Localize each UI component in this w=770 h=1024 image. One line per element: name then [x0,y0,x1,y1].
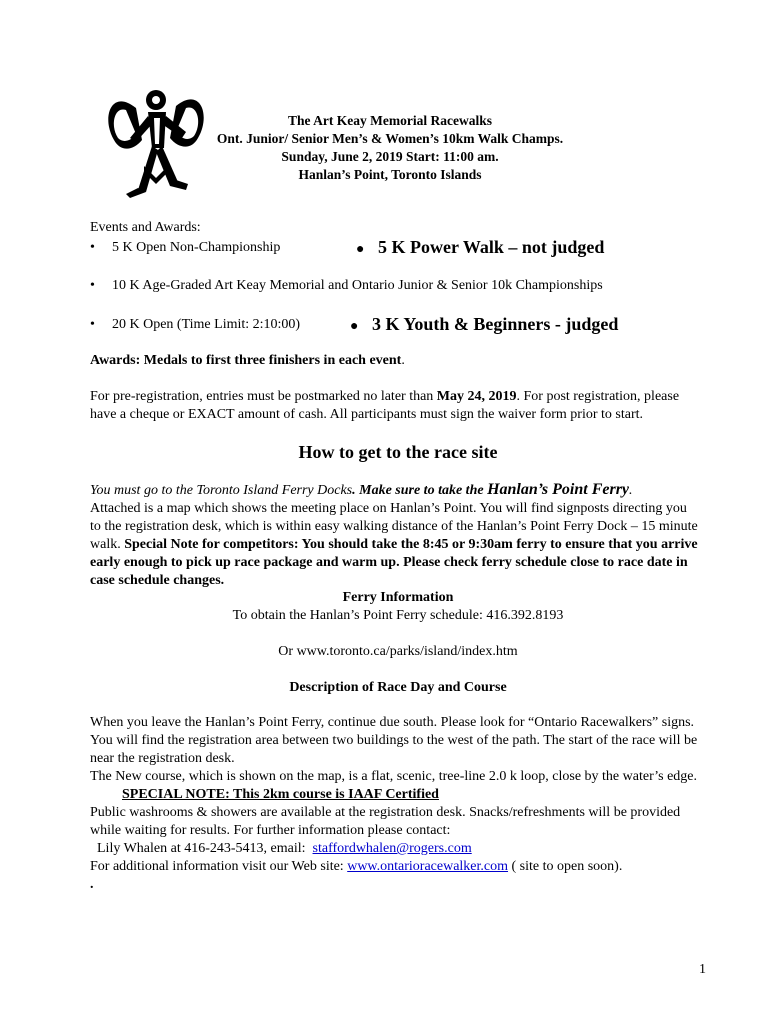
ferry-name: Hanlan’s Point Ferry [487,481,630,498]
event-item-label: 3 K Youth & Beginners - judged [372,314,619,334]
registration-text: For pre-registration, entries must be postmarked no later than [90,389,437,404]
bullet-icon: • [90,278,95,293]
awards-line [90,352,700,370]
event-subtitle: Ont. Junior/ Senior Men’s & Women’s 10km Walk Champs. [216,131,564,146]
website-note: ( site to open soon). [508,859,623,874]
course-directions: When you leave the Hanlan’s Point Ferry, continue due south. Please look for “Ontario Racewalkers” signs. You will find the registration area between two buildings to the west of the path. The start of the race will be near the registration desk. [90,715,698,766]
page-number: 1 [699,962,706,977]
ferry-website: Or www.toronto.ca/parks/island/index.htm [278,644,518,659]
event-item-label: 5 K Open Non-Championship [112,240,281,255]
event-location: Hanlan’s Point, Toronto Islands [298,167,482,182]
contact-email-link[interactable]: staffordwhalen@rogers.com [312,841,472,856]
directions-title: How to get to the race site [298,442,498,462]
contact-info: Lily Whalen at 416-243-5413, email: [90,841,313,856]
event-date: Sunday, June 2, 2019 Start: 11:00 am. [281,149,499,164]
events-heading: Events and Awards: [90,220,201,235]
event-item-3k-youth [350,314,618,335]
event-item-label: 20 K Open (Time Limit: 2:10:00) [112,317,301,332]
event-item-20k-open [90,317,300,333]
event-item-10k [90,278,603,294]
course-paragraph [90,714,700,894]
bullet-icon: ● [350,319,359,334]
ferry-phone: To obtain the Hanlan’s Point Ferry schedule: 416.392.8193 [232,608,564,623]
competitor-special-note: Special Note for competitors: You should take the 8:45 or 9:30am ferry to ensure that you arrive early enough to pick up race package and warm up. Please check ferry schedule close to race date in case schedule changes. [90,537,698,588]
registration-paragraph [90,388,700,424]
event-item-label: 5 K Power Walk – not judged [378,237,605,257]
directions-period: . [629,483,633,498]
awards-text: Awards: Medals to first three finishers in each event [90,353,402,368]
registration-deadline: May 24, 2019 [436,389,517,404]
event-header [160,112,620,184]
event-item-5k-open [90,240,280,256]
event-title: The Art Keay Memorial Racewalks [288,113,492,128]
trailing-dot: . [90,877,94,892]
awards-period: . [401,353,405,368]
iaaf-special-note: SPECIAL NOTE: This 2km course is IAAF Certified [122,787,439,802]
directions-paragraph [90,481,700,590]
registration-text-end: . For post registration, please have a cheque or EXACT amount of cash. All participants must sign the waiver form prior to start. [90,389,680,422]
bullet-icon: ● [356,242,365,257]
website-link[interactable]: www.ontarioracewalker.com [347,859,509,874]
directions-body: Attached is a map which shows the meeting place on Hanlan’s Point. You will find signposts directing you to the registration desk, which is within easy walking distance of the Hanlan’s Point Ferry Dock – 15 minute walk. [90,501,698,552]
event-item-label: 10 K Age-Graded Art Keay Memorial and Ontario Junior & Senior 10k Championships [112,278,603,293]
bullet-icon: • [90,317,95,332]
bullet-icon: • [90,240,95,255]
course-title: Description of Race Day and Course [289,680,507,695]
ferry-info-title: Ferry Information [342,590,454,605]
directions-emphasis: . Make sure to take the [352,483,488,498]
directions-intro: You must go to the Toronto Island Ferry Docks [90,483,353,498]
event-item-5k-power-walk [356,237,604,258]
course-description: The New course, which is shown on the map, is a flat, scenic, tree-line 2.0 k loop, close by the water’s edge. [90,769,698,784]
website-info: For additional information visit our Web site: [90,859,348,874]
facilities-info: Public washrooms & showers are available at the registration desk. Snacks/refreshments will be provided while waiting for results. For further information please contact: [90,805,681,838]
